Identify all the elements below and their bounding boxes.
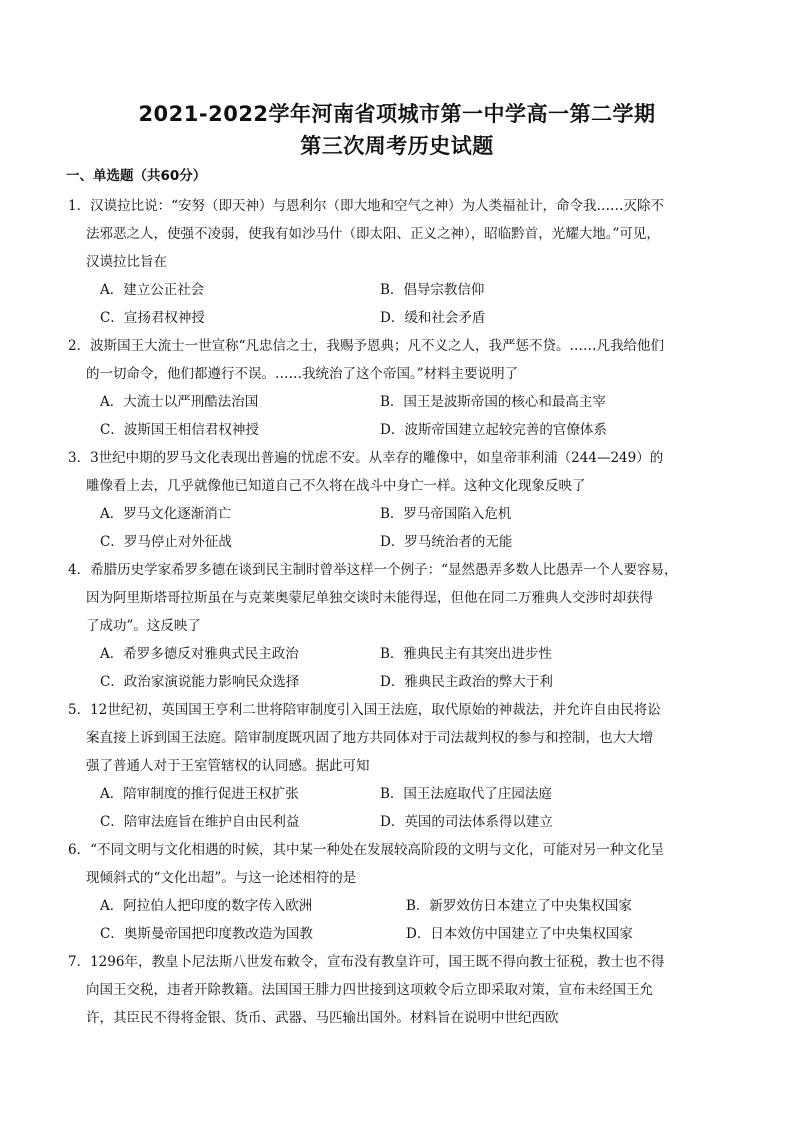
question-5-option-c[interactable]: C．陪审法庭旨在维护自由民利益 — [100, 814, 300, 830]
question-3-line-2: 雕像看上去，几乎就像他已知道自己不久将在战斗中身亡一样。这种文化现象反映了 — [86, 478, 586, 494]
question-1-option-a[interactable]: A．建立公正社会 — [100, 282, 205, 298]
question-4-option-c[interactable]: C．政治家演说能力影响民众选择 — [100, 674, 300, 690]
question-6-option-c[interactable]: C．奥斯曼帝国把印度教改造为国教 — [100, 926, 313, 942]
question-5-line-3: 强了普通人对于王室管辖权的认同感。据此可知 — [86, 758, 370, 774]
question-4-option-b[interactable]: B．雅典民主有其突出进步性 — [380, 646, 552, 662]
question-1-line-3: 汉谟拉比旨在 — [86, 254, 167, 270]
question-5-option-b[interactable]: B．国王法庭取代了庄园法庭 — [380, 786, 552, 802]
question-6-option-d[interactable]: D．日本效仿中国建立了中央集权国家 — [406, 926, 633, 942]
question-3-option-d[interactable]: D．罗马统治者的无能 — [380, 534, 513, 550]
question-2-option-b[interactable]: B．国王是波斯帝国的核心和最高主宰 — [380, 394, 606, 410]
question-1-line-2: 法邪恶之人，使强不凌弱，使我有如沙马什（即太阳、正义之神），昭临黔首，光耀大地。”可见， — [86, 226, 660, 242]
question-4-option-d[interactable]: D．雅典民主政治的弊大于利 — [380, 674, 553, 690]
question-2-option-c[interactable]: C．波斯国王相信君权神授 — [100, 422, 259, 438]
question-7-line-1: 7．1296年，教皇卜尼法斯八世发布敕令，宣布没有教皇许可，国王既不得向教士征税，教士也不得 — [68, 954, 665, 970]
question-2-line-2: 的一切命令，他们都遵行不误。……我统治了这个帝国。”材料主要说明了 — [86, 366, 519, 382]
question-5-line-2: 案直接上诉到国王法庭。陪审制度既巩固了地方共同体对于司法裁判权的参与和控制，也大大增 — [86, 730, 653, 746]
question-5-option-d[interactable]: D．英国的司法体系得以建立 — [380, 814, 553, 830]
question-3-option-a[interactable]: A．罗马文化逐渐消亡 — [100, 506, 232, 522]
question-1-option-d[interactable]: D．缓和社会矛盾 — [380, 310, 486, 326]
exam-title-line2: 第三次周考历史试题 — [300, 134, 494, 158]
question-1-option-b[interactable]: B．倡导宗教信仰 — [380, 282, 485, 298]
question-3-option-b[interactable]: B．罗马帝国陷入危机 — [380, 506, 512, 522]
question-4-line-2: 因为阿里斯塔哥拉斯虽在与克莱奥蒙尼单独交谈时未能得逞，但他在同二万雅典人交涉时却获得 — [86, 590, 653, 606]
question-2-line-1: 2．波斯国王大流士一世宣称“凡忠信之士，我赐予恩典；凡不义之人，我严惩不贷。……凡我给他们 — [68, 338, 664, 354]
question-3-line-1: 3．3世纪中期的罗马文化表现出普遍的忧虑不安。从幸存的雕像中，如皇帝菲利浦（244—249）的 — [68, 450, 664, 466]
question-6-option-b[interactable]: B．新罗效仿日本建立了中央集权国家 — [406, 898, 632, 914]
question-5-line-1: 5．12世纪初，英国国王亨利二世将陪审制度引入国王法庭，取代原始的神裁法，并允许自由民将讼 — [68, 702, 661, 718]
question-6-line-1: 6．“不同文明与文化相遇的时候，其中某一种处在发展较高阶段的文明与文化，可能对另一种文化呈 — [68, 842, 664, 858]
question-1-line-1: 1．汉谟拉比说：“安努（即天神）与恩利尔（即大地和空气之神）为人类福祉计，命令我……灭除不 — [68, 198, 664, 214]
question-4-line-1: 4．希腊历史学家希罗多德在谈到民主制时曾举这样一个例子：“显然愚弄多数人比愚弄一个人要容易， — [68, 562, 678, 578]
question-6-option-a[interactable]: A．阿拉伯人把印度的数字传入欧洲 — [100, 898, 313, 914]
question-7-line-3: 许，其臣民不得将金银、货币、武器、马匹输出国外。材料旨在说明中世纪西欧 — [86, 1010, 559, 1026]
question-1-option-c[interactable]: C．宣扬君权神授 — [100, 310, 205, 326]
question-3-option-c[interactable]: C．罗马停止对外征战 — [100, 534, 232, 550]
question-7-line-2: 向国王交税，违者开除教籍。法国国王腓力四世接到这项敕令后立即采取对策，宣布未经国王允 — [86, 982, 653, 998]
question-6-line-2: 现倾斜式的“文化出超”。与这一论述相符的是 — [86, 870, 357, 886]
question-5-option-a[interactable]: A．陪审制度的推行促进王权扩张 — [100, 786, 299, 802]
question-2-option-a[interactable]: A．大流士以严刑酷法治国 — [100, 394, 259, 410]
exam-title-line1: 2021-2022学年河南省项城市第一中学高一第二学期 — [138, 102, 656, 126]
question-2-option-d[interactable]: D．波斯帝国建立起较完善的官僚体系 — [380, 422, 607, 438]
question-4-option-a[interactable]: A．希罗多德反对雅典式民主政治 — [100, 646, 299, 662]
question-4-line-3: 了成功”。这反映了 — [86, 618, 201, 634]
section-heading: 一、单选题（共60分） — [66, 168, 207, 184]
